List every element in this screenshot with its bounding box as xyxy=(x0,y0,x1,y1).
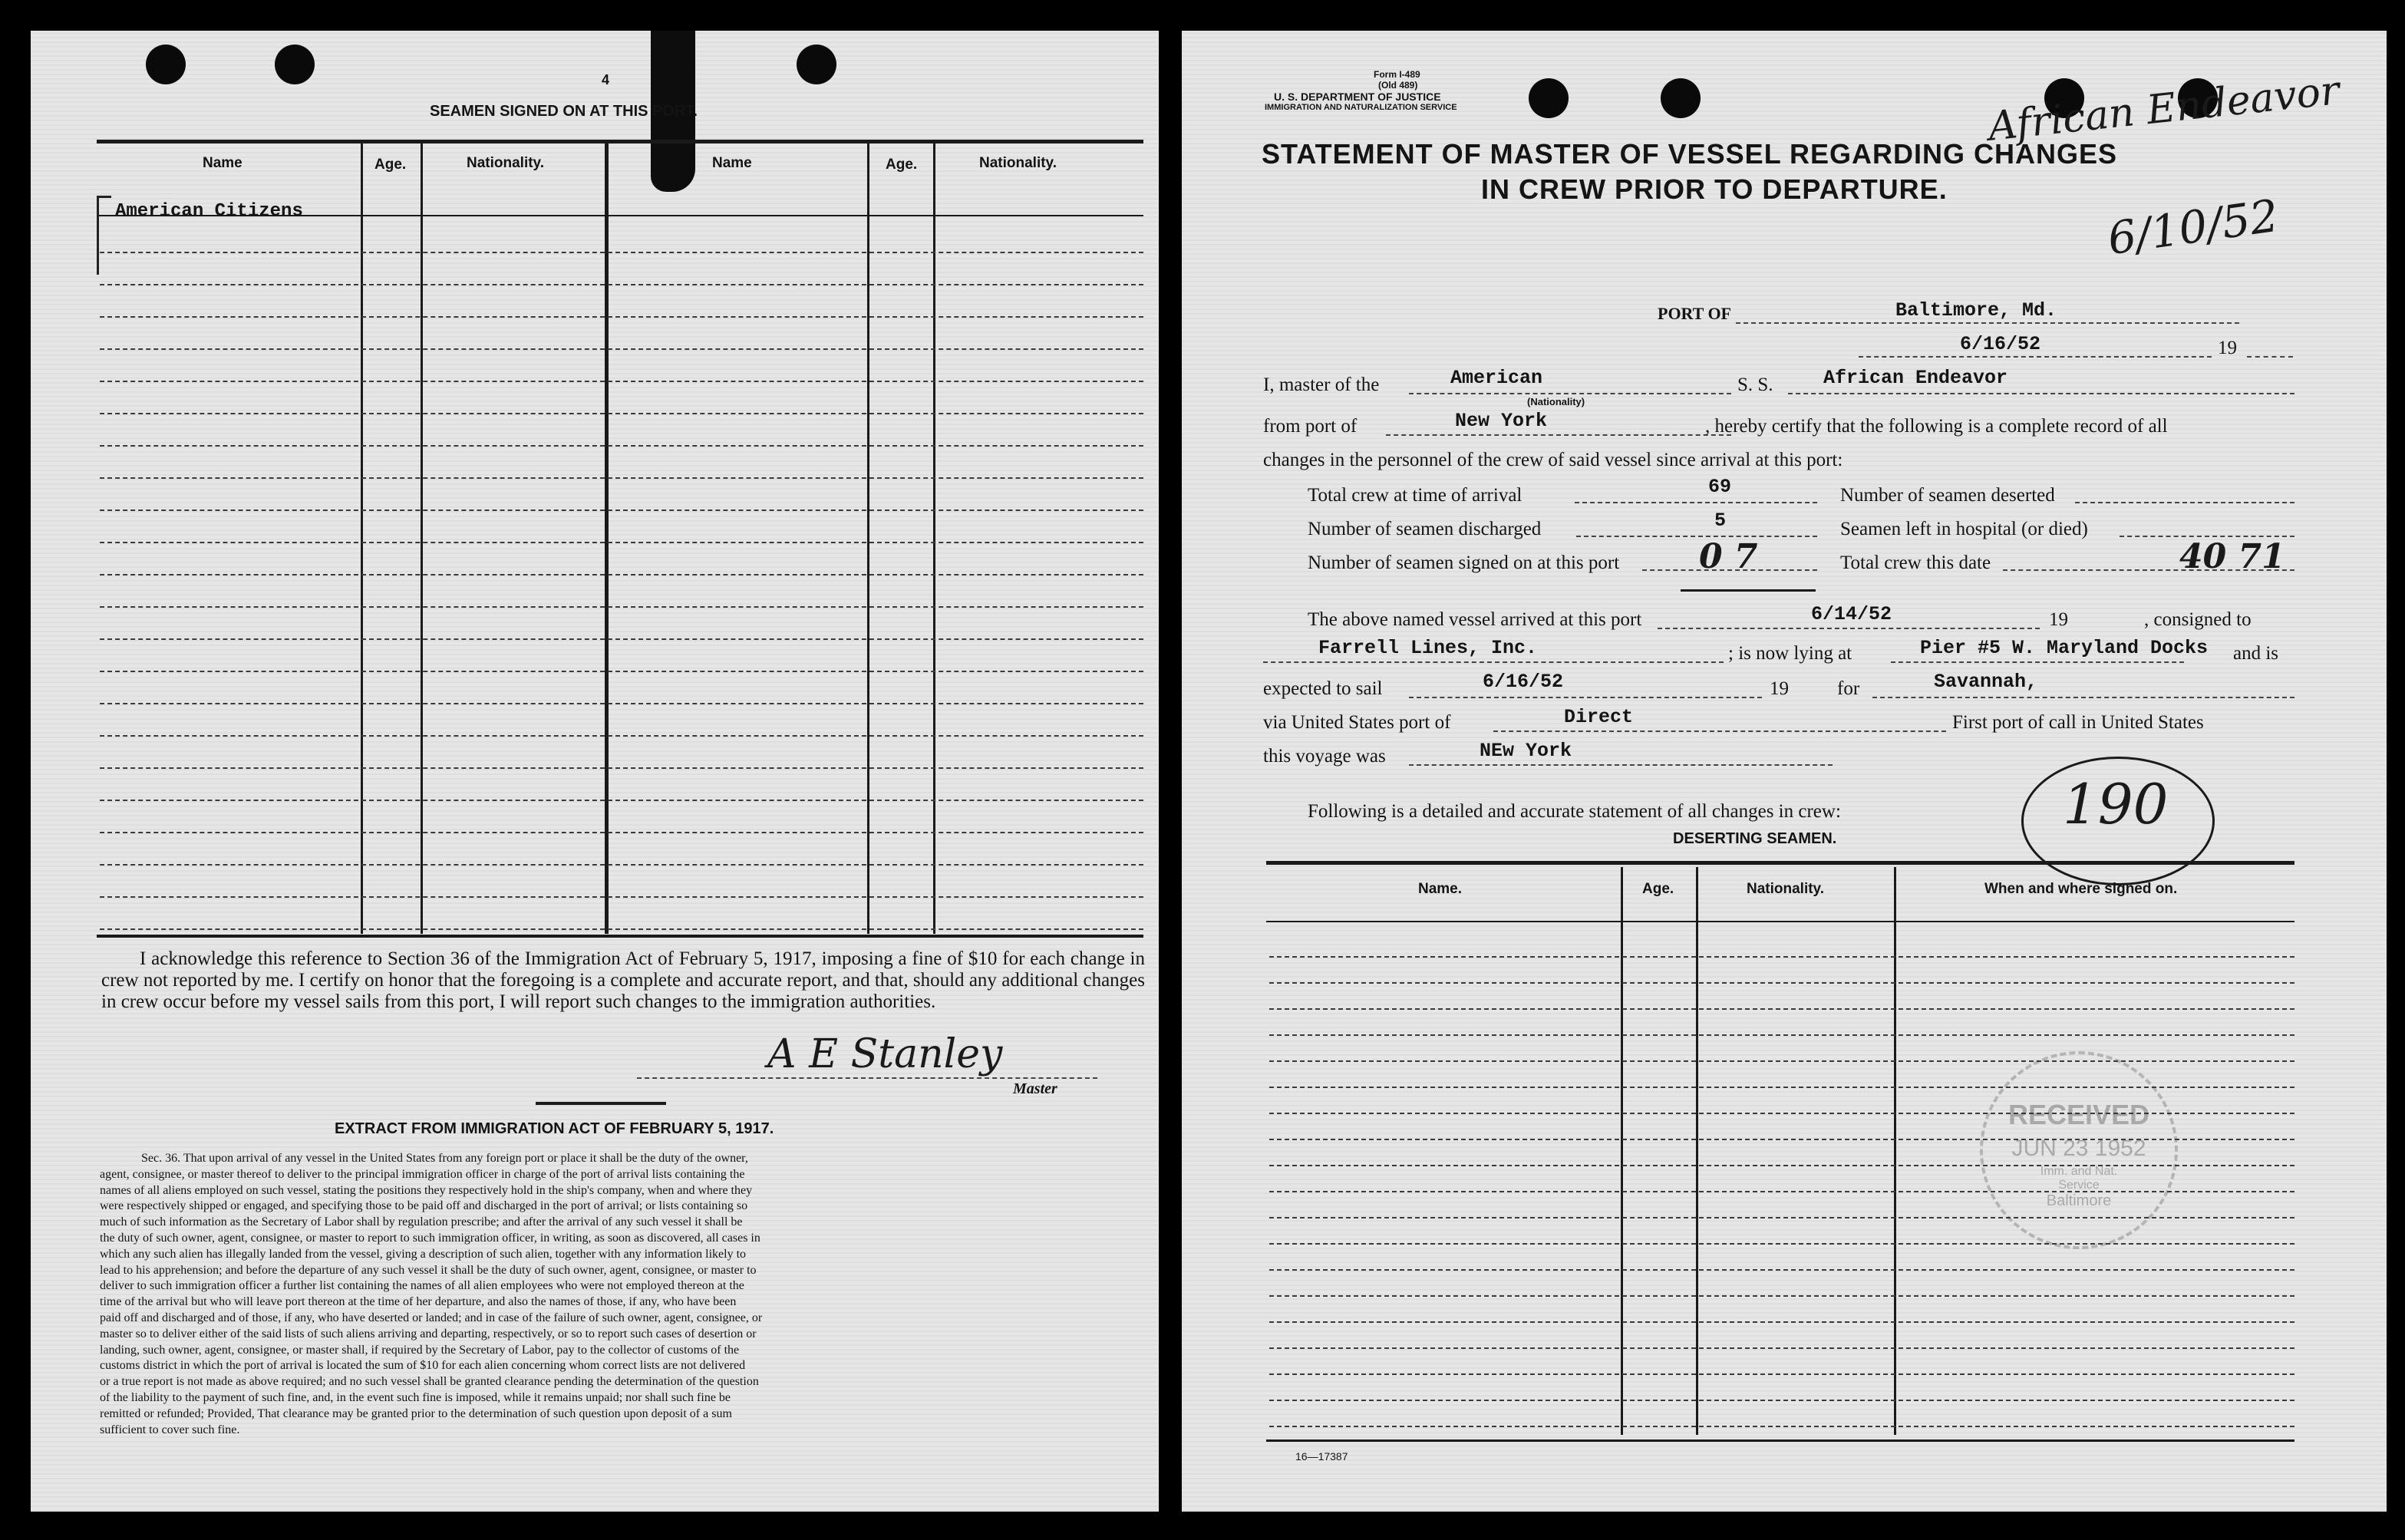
date-value: 6/16/52 xyxy=(1960,333,2041,355)
footer-code: 16—17387 xyxy=(1295,1450,1348,1463)
signed-on-value: 0 7 xyxy=(1699,537,1758,576)
column-header-age: Age. xyxy=(886,157,918,173)
form-old-number: (Old 489) xyxy=(1378,80,1418,91)
port-value: Baltimore, Md. xyxy=(1895,299,2057,322)
ss-label: S. S. xyxy=(1737,374,1773,395)
column-divider xyxy=(867,140,869,934)
this-voyage-value: NEw York xyxy=(1480,740,1572,762)
column-header-name: Name xyxy=(203,155,242,171)
port-label: PORT OF xyxy=(1658,304,1731,323)
form-title: STATEMENT OF MASTER OF VESSEL REGARDING CHANGES xyxy=(1262,138,2118,170)
column-header-when-where: When and where signed on. xyxy=(1984,881,2178,897)
column-divider xyxy=(421,140,423,934)
table-top-rule xyxy=(1266,861,2294,865)
column-header-age: Age. xyxy=(1642,881,1674,897)
fill-line xyxy=(2247,356,2293,358)
handwritten-date: 6/10/52 xyxy=(2104,189,2282,265)
table-top-rule xyxy=(97,140,1143,143)
column-header-nationality: Nationality. xyxy=(467,155,544,171)
column-divider xyxy=(605,140,609,934)
vessel-value: African Endeavor xyxy=(1823,367,2008,389)
service: IMMIGRATION AND NATURALIZATION SERVICE xyxy=(1265,103,1457,112)
consignee-value: Farrell Lines, Inc. xyxy=(1318,637,1538,659)
fill-line xyxy=(1575,502,1817,503)
column-header-name: Name xyxy=(712,155,752,171)
fill-line xyxy=(1409,393,1731,394)
master-of-the-label: I, master of the xyxy=(1263,374,1380,395)
list-item: American Citizens xyxy=(115,201,303,222)
via-label: via United States port of xyxy=(1263,712,1451,733)
punch-hole xyxy=(275,45,315,84)
fill-line xyxy=(1788,393,2294,394)
punch-hole xyxy=(797,45,836,84)
arrived-value: 6/14/52 xyxy=(1811,603,1892,625)
department: U. S. DEPARTMENT OF JUSTICE xyxy=(1274,91,1441,103)
from-port-label: from port of xyxy=(1263,416,1358,437)
column-header-nationality: Nationality. xyxy=(979,155,1057,171)
column-header-nationality: Nationality. xyxy=(1747,881,1824,897)
column-divider xyxy=(1894,867,1896,1435)
and-is-label: and is xyxy=(2233,643,2279,664)
signed-on-label: Number of seamen signed on at this port xyxy=(1308,552,1620,573)
acknowledgement-text: I acknowledge this reference to Section 36 of the Immigration Act of February 5, 1917, imposing a fine of $10 for each change in crew not reported by me. I certify on honor that the foregoing is a complete and accurate report, and that, should any additional changes in crew occur before my vessel sails from this port, I will report such changes to the immigration authorities. xyxy=(101,948,1145,1012)
fill-line xyxy=(1409,697,1762,698)
deserted-label: Number of seamen deserted xyxy=(1840,485,2055,506)
section-title: SEAMEN SIGNED ON AT THIS PORT. xyxy=(430,103,698,120)
total-date-label: Total crew this date xyxy=(1840,552,1991,573)
table-bottom-rule xyxy=(1266,1439,2294,1442)
lying-label: ; is now lying at xyxy=(1728,643,1852,664)
received-stamp: RECEIVED JUN 23 1952 Imm. and Nat. Service Baltimore xyxy=(1980,1051,2178,1249)
fill-line xyxy=(1493,730,1946,732)
via-value: Direct xyxy=(1564,706,1634,728)
changes-text: changes in the personnel of the crew of said vessel since arrival at this port: xyxy=(1263,450,1843,470)
extract-text: Sec. 36. That upon arrival of any vessel in the United States from any foreign port or place it shall be the duty of the owner, agent, consignee, or master thereof to deliver to the principal immigration officer in charge of the port of arrival lists containing the names of all aliens employed on such vessel, stating the positions they respectively hold in the ship's company, when and where they were respectively shipped or engaged, and specifying those to be paid off and discharged in the port of arrival; or lists containing so much of such information as the Secretary of Labor shall by regulation prescribe; and after the arrival of any such vessel it shall be the duty of such owner, agent, consignee, or master to report to such immigration officer, in writing, as soon as discovered, all cases in which any such alien has illegally landed from the vessel, giving a description of such alien, together with any information likely to lead to his apprehension; and before the departure of any such vessel it shall be the duty of such owner, agent, consignee, or master to deliver to such immigration officer a further list containing the names of all alien employees who were not employed thereon at the time of the arrival but who will leave port thereon at the time of her departure, and also the names of those, if any, who have been paid off and discharged and of those, if any, who have deserted or landed; and in case of the failure of such owner, agent, consignee, or master so to deliver either of the said lists of such aliens arriving and departing, respectively, or so to report such cases of desertion or landing, such owner, agent, consignee, or master shall, if required by the Secretary of Labor, pay to the collector of customs of the customs district in which the port of arrival is located the sum of $10 for each alien concerning whom correct lists are not delivered or a true report is not made as above required; and no such vessel shall be granted clearance pending the determination of the question of the liability to the payment of such fine, and, in the event such fine is imposed, while it remains unpaid; nor shall such fine be remitted or refunded; Provided, That clearance may be granted prior to the determination of such question upon deposit of a sum sufficient to cover such fine. xyxy=(100,1152,763,1436)
this-voyage-label: this voyage was xyxy=(1263,746,1386,767)
column-divider xyxy=(1696,867,1698,1435)
arrived-label: The above named vessel arrived at this port xyxy=(1308,609,1642,630)
deserting-title: DESERTING SEAMEN. xyxy=(1673,830,1837,847)
destination-value: Savannah, xyxy=(1934,671,2038,693)
column-divider xyxy=(361,140,363,934)
fill-line xyxy=(1872,697,2294,698)
expected-label: expected to sail xyxy=(1263,678,1383,699)
from-port-value: New York xyxy=(1455,410,1548,432)
fill-line xyxy=(1891,661,2184,663)
form-number: Form I-489 xyxy=(1374,69,1420,80)
nationality-caption: (Nationality) xyxy=(1527,396,1585,407)
header-rule xyxy=(1266,921,2294,922)
first-port-label: First port of call in United States xyxy=(1952,712,2204,733)
discharged-value: 5 xyxy=(1714,509,1727,532)
fill-line xyxy=(1576,536,1817,537)
fill-line xyxy=(1658,628,2040,629)
hospital-label: Seamen left in hospital (or died) xyxy=(1840,519,2088,539)
divider xyxy=(536,1102,666,1105)
fill-line xyxy=(1409,764,1833,766)
nationality-value: American xyxy=(1450,367,1543,389)
right-page xyxy=(1182,31,2387,1512)
punch-hole xyxy=(1529,78,1569,118)
for-label: for xyxy=(1837,678,1860,699)
fill-line xyxy=(1736,322,2239,324)
column-divider xyxy=(1621,867,1623,1435)
master-signature: A E Stanley xyxy=(767,1031,1003,1077)
consigned-label: , consigned to xyxy=(2144,609,2252,630)
extract-title: EXTRACT FROM IMMIGRATION ACT OF FEBRUARY 5, 1917. xyxy=(335,1120,774,1137)
underline xyxy=(1681,589,1816,592)
year-prefix: 19 xyxy=(2218,338,2237,358)
punch-hole xyxy=(146,45,186,84)
column-divider xyxy=(933,140,935,934)
lying-value: Pier #5 W. Maryland Docks xyxy=(1920,637,2209,659)
fill-line xyxy=(2075,502,2294,503)
year-prefix: 19 xyxy=(2049,609,2068,630)
table-bottom-rule xyxy=(97,935,1143,938)
column-header-name: Name. xyxy=(1418,881,1463,897)
handwritten-vessel: African Endeavor xyxy=(1986,68,2342,150)
fill-line xyxy=(1263,661,1724,663)
punch-hole xyxy=(1661,78,1701,118)
certify-text: , hereby certify that the following is a complete record of all xyxy=(1705,416,2168,437)
expected-value: 6/16/52 xyxy=(1483,671,1564,693)
total-arrival-value: 69 xyxy=(1708,476,1732,498)
circled-number: 190 xyxy=(2063,772,2169,836)
fill-line xyxy=(1859,356,2212,358)
fill-line xyxy=(1386,434,1731,436)
following-text: Following is a detailed and accurate statement of all changes in crew: xyxy=(1308,801,1841,822)
form-title-line2: IN CREW PRIOR TO DEPARTURE. xyxy=(1481,173,1948,205)
signature-line xyxy=(637,1077,1097,1079)
bracket-mark xyxy=(97,196,111,275)
total-arrival-label: Total crew at time of arrival xyxy=(1308,485,1523,506)
column-header-age: Age. xyxy=(374,157,407,173)
discharged-label: Number of seamen discharged xyxy=(1308,519,1542,539)
year-prefix: 19 xyxy=(1770,678,1789,699)
page-number: 4 xyxy=(602,72,610,87)
left-page xyxy=(31,31,1159,1512)
total-date-value: 40 71 xyxy=(2179,537,2285,576)
signature-role: Master xyxy=(1013,1080,1057,1097)
